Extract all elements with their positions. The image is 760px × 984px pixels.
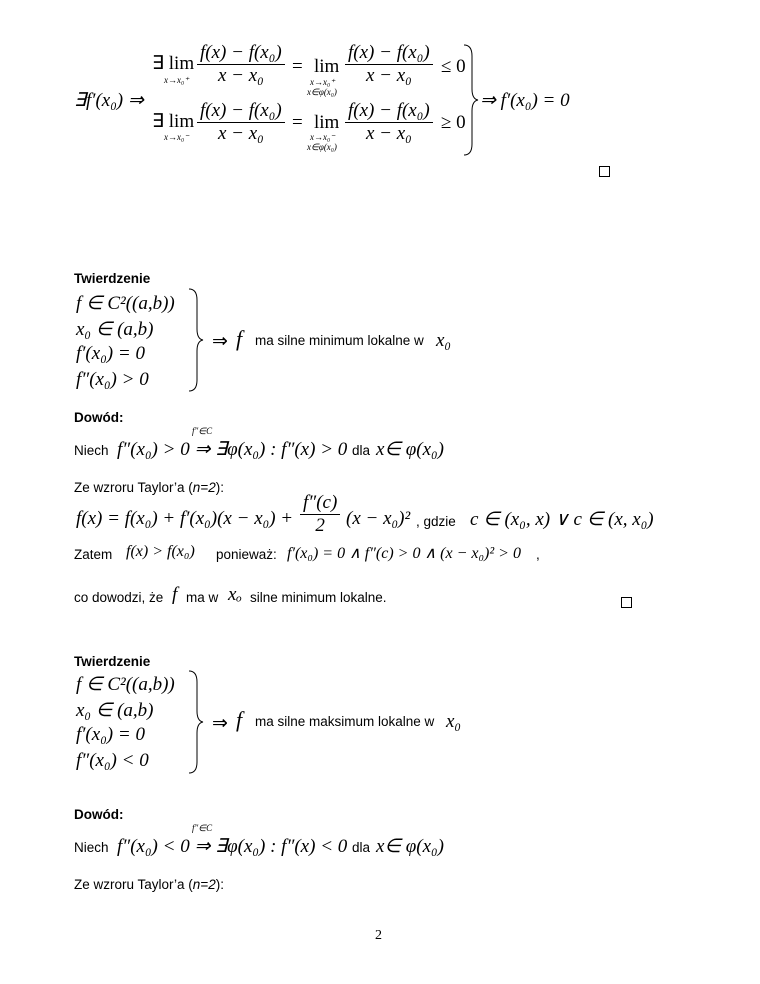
proof1-formula-left: f″(x₀) > 0 ⇒ ∃φ(x₀) : f″(x) > 0 — [117, 439, 348, 460]
theorem1-assumption-1: f ∈ C²((a,b)) — [76, 293, 175, 314]
proof1-final-mid: ma w — [186, 590, 219, 605]
page-number: 2 — [375, 928, 382, 943]
proof2-niech: Niech — [74, 840, 109, 855]
proof1-final-x: xₒ — [228, 584, 242, 605]
proof2-dla: dla — [352, 840, 371, 855]
proof1-taylor-n: n=2 — [192, 480, 216, 495]
proof1-poniewaz-formula: f′(x₀) = 0 ∧ f″(c) > 0 ∧ (x − x₀)² > 0 — [287, 545, 521, 562]
theorem2-f: f — [236, 707, 243, 732]
proof1-formula-right: x∈ φ(x₀) — [376, 439, 444, 460]
le-zero: ≤ 0 — [441, 56, 466, 77]
ge-zero: ≥ 0 — [441, 112, 466, 133]
proof1-final-f: f — [172, 584, 178, 605]
equals-2: = — [292, 112, 303, 133]
proof1-heading: Dowód: — [74, 410, 124, 425]
lim2-right-sub1: x→x₀⁺ — [310, 77, 335, 87]
lim-right-sub: x→x₀⁺ — [164, 75, 189, 85]
lim-left-prefix: ∃ lim — [152, 111, 195, 132]
diff-quotient-1: $\frac{\text{f(x) − f(x₀)}}{\text{x − x₀}}$ — [197, 42, 285, 87]
right-brace-top — [462, 44, 482, 156]
proof1-final-pre: co dowodzi, że — [74, 590, 164, 605]
theorem2-assumption-2: x₀ ∈ (a,b) — [76, 700, 154, 721]
proof2-taylor-n: n=2 — [192, 877, 216, 892]
theorem1-brace — [187, 288, 207, 392]
proof1-zatem-formula: f(x) > f(x₀) — [126, 543, 195, 560]
qed-box-1 — [599, 166, 610, 177]
proof1-final-post: silne minimum lokalne. — [250, 590, 387, 605]
proof1-dla: dla — [352, 443, 371, 458]
proof2-taylor-intro: Ze wzroru Taylor’a (n=2): — [74, 877, 224, 892]
theorem2-heading: Twierdzenie — [74, 654, 151, 669]
equals-1: = — [292, 56, 303, 77]
theorem2-implies: ⇒ — [212, 713, 228, 734]
lim2-right-sub2: x∈φ(x₀) — [307, 87, 337, 97]
proof1-zatem: Zatem — [74, 547, 113, 562]
proof1-niech: Niech — [74, 443, 109, 458]
qed-box-2 — [621, 597, 632, 608]
theorem1-conclusion-point: x₀ — [436, 330, 452, 351]
theorem1-assumption-4: f″(x₀) > 0 — [76, 369, 149, 390]
proof1-taylor-tail: (x − x₀)² — [346, 508, 411, 529]
theorem2-conclusion-text: ma silne maksimum lokalne w — [255, 714, 435, 729]
theorem1-conclusion-text: ma silne minimum lokalne w — [255, 333, 424, 348]
lim-left-sub: x→x₀⁻ — [164, 132, 189, 142]
lim2-left-sub2: x∈φ(x₀) — [307, 142, 337, 152]
proof1-poniewaz: ponieważ: — [216, 547, 277, 562]
proof2-heading: Dowód: — [74, 807, 124, 822]
theorem2-assumption-1: f ∈ C²((a,b)) — [76, 674, 175, 695]
theorem1-assumption-2: x₀ ∈ (a,b) — [76, 319, 154, 340]
top-conclusion: ⇒ f′(x₀) = 0 — [480, 90, 570, 111]
lim-right-prefix: ∃ lim — [152, 53, 195, 74]
proof2-formula-right: x∈ φ(x₀) — [376, 836, 444, 857]
proof1-taylor-frac: $\frac{f''(c)}{2}$ — [300, 492, 340, 537]
proof1-taylor-intro: Ze wzroru Taylor’a (n=2): — [74, 480, 224, 495]
diff-quotient-4: $\frac{\text{f(x) − f(x₀)}}{\text{x − x₀}}$ — [345, 100, 433, 145]
proof2-over-arrow: f″∈C — [192, 823, 213, 833]
diff-quotient-2: $\frac{\text{f(x) − f(x₀)}}{\text{x − x₀}}$ — [345, 42, 433, 87]
diff-quotient-3: $\frac{\text{f(x) − f(x₀)}}{\text{x − x₀}}$ — [197, 100, 285, 145]
proof1-comma: , — [536, 547, 540, 562]
proof1-gdzie: , gdzie — [416, 514, 456, 529]
theorem2-assumption-4: f″(x₀) < 0 — [76, 750, 149, 771]
theorem1-heading: Twierdzenie — [74, 271, 151, 286]
theorem1-assumption-3: f′(x₀) = 0 — [76, 343, 145, 364]
proof1-over-arrow: f″∈C — [192, 426, 213, 436]
theorem1-implies: ⇒ — [212, 331, 228, 352]
lim2-left-sub1: x→x₀⁻ — [310, 132, 335, 142]
theorem2-assumption-3: f′(x₀) = 0 — [76, 724, 145, 745]
proof1-taylor-lhs: f(x) = f(x₀) + f′(x₀)(x − x₀) + — [76, 508, 294, 529]
proof2-formula-left: f″(x₀) < 0 ⇒ ∃φ(x₀) : f″(x) < 0 — [117, 836, 348, 857]
proof1-c-range: c ∈ (x₀, x) ∨ c ∈ (x, x₀) — [470, 509, 654, 530]
exists-derivative: ∃f′(x₀) ⇒ — [74, 90, 144, 111]
lim-2: lim — [314, 112, 340, 133]
theorem2-conclusion-point: x₀ — [446, 711, 462, 732]
theorem1-f: f — [236, 326, 243, 351]
theorem2-brace — [187, 670, 207, 774]
lim-1: lim — [314, 56, 340, 77]
